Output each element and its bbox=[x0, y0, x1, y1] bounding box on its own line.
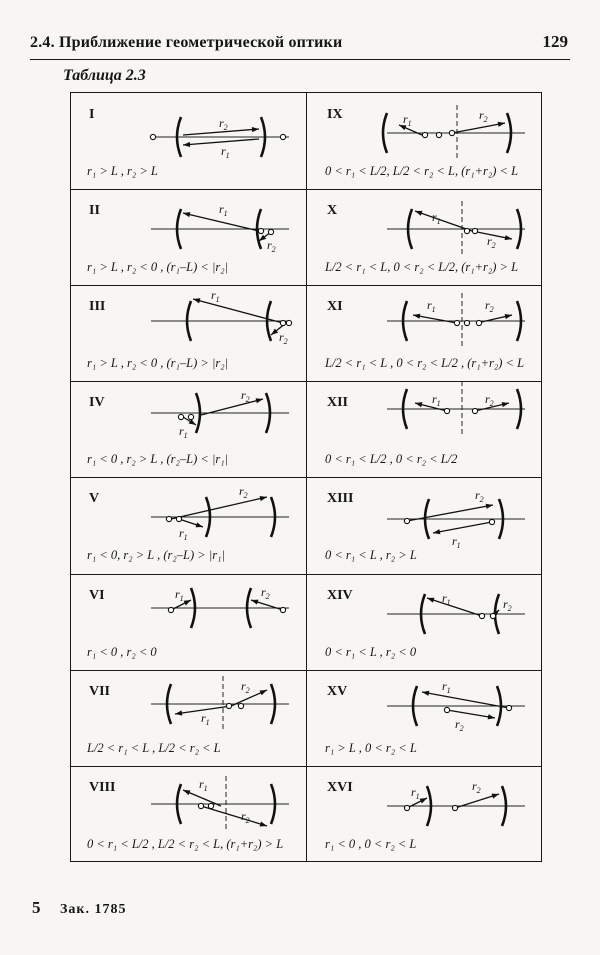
focus-point bbox=[258, 228, 263, 233]
row-divider bbox=[71, 766, 541, 767]
focus-point bbox=[472, 228, 477, 233]
r2-label: $r_2$ bbox=[241, 808, 250, 825]
r1-vector bbox=[427, 598, 482, 616]
row-divider bbox=[71, 670, 541, 671]
focus-point bbox=[198, 803, 203, 808]
table-cell bbox=[307, 381, 543, 477]
focus-point bbox=[166, 517, 171, 522]
focus-point bbox=[176, 517, 181, 522]
page-header bbox=[30, 30, 570, 60]
case-numeral: XIII bbox=[327, 491, 354, 507]
r2-vector-arrowhead bbox=[251, 599, 258, 604]
r2-label: $r_2$ bbox=[239, 484, 248, 501]
print-order-code: Зак. 1785 bbox=[60, 902, 127, 917]
r2-label: $r_2$ bbox=[241, 388, 250, 405]
r2-vector-arrowhead bbox=[486, 504, 493, 509]
stability-condition: r₁ < 0 , 0 < r₂ < L bbox=[325, 836, 417, 851]
case-numeral: XII bbox=[327, 395, 349, 411]
focus-point bbox=[449, 130, 454, 135]
r2-label: $r_2$ bbox=[485, 298, 494, 315]
row-divider bbox=[71, 285, 541, 286]
stability-condition: 0 < r₁ < L/2 , L/2 < r₂ < L, (r₁+r₂) > L bbox=[87, 836, 284, 851]
focus-point bbox=[464, 228, 469, 233]
r2-vector bbox=[171, 497, 267, 519]
stability-condition: r₁ > L , 0 < r₂ < L bbox=[325, 740, 417, 755]
table-cell bbox=[307, 93, 543, 189]
table-cell bbox=[71, 477, 307, 573]
stability-condition: r₁ > L , r₂ < 0 , (r₁–L) < |r₂| bbox=[87, 260, 229, 275]
focus-point bbox=[150, 134, 155, 139]
r1-vector-arrowhead bbox=[427, 597, 434, 602]
r1-label: $r_1$ bbox=[221, 144, 230, 160]
case-numeral: IV bbox=[89, 395, 105, 411]
r1-label: $r_1$ bbox=[199, 776, 208, 793]
r1-vector bbox=[433, 522, 492, 533]
r2-vector-arrowhead bbox=[256, 399, 263, 404]
r1-vector-arrowhead bbox=[420, 798, 427, 803]
signature-number: 5 bbox=[32, 898, 41, 917]
table-cell bbox=[71, 285, 307, 381]
case-numeral: VI bbox=[89, 587, 105, 603]
r2-vector-arrowhead bbox=[492, 793, 499, 798]
r1-label: $r_1$ bbox=[452, 534, 461, 551]
r1-label: $r_1$ bbox=[403, 112, 412, 128]
r1-vector-arrowhead bbox=[196, 523, 203, 528]
focus-point bbox=[178, 415, 183, 420]
r2-label: $r_2$ bbox=[261, 584, 270, 601]
r2-label: $r_2$ bbox=[241, 678, 250, 695]
r1-vector-arrowhead bbox=[184, 600, 191, 605]
table-cell bbox=[71, 189, 307, 285]
focus-point bbox=[238, 703, 243, 708]
focus-point bbox=[444, 707, 449, 712]
r1-vector-arrowhead bbox=[175, 710, 182, 715]
stability-condition: L/2 < r₁ < L , 0 < r₂ < L/2 , (r₁+r₂) < L bbox=[325, 356, 525, 371]
stability-condition: L/2 < r₁ < L, 0 < r₂ < L/2, (r₁+r₂) > L bbox=[325, 260, 519, 275]
focus-point bbox=[490, 613, 495, 618]
r1-vector-arrowhead bbox=[189, 419, 196, 425]
r1-vector bbox=[415, 211, 472, 231]
case-numeral: I bbox=[89, 107, 95, 122]
table-cell bbox=[307, 766, 543, 862]
r2-label: $r_2$ bbox=[487, 234, 496, 251]
focus-point bbox=[452, 805, 457, 810]
stability-condition: 0 < r₁ < L/2, L/2 < r₂ < L, (r₁+r₂) < L bbox=[325, 164, 519, 178]
case-numeral: VII bbox=[89, 683, 111, 699]
stability-condition: r₁ > L , r₂ > L bbox=[87, 164, 158, 178]
stability-condition: r₁ < 0, r₂ > L , (r₂–L) > |r₁| bbox=[87, 548, 225, 563]
focus-point bbox=[286, 321, 291, 326]
r2-vector-arrowhead bbox=[260, 821, 267, 826]
stability-condition: 0 < r₁ < L , r₂ < 0 bbox=[325, 644, 417, 659]
table-cell bbox=[71, 93, 307, 189]
r1-label: $r_1$ bbox=[201, 710, 210, 727]
case-numeral: IX bbox=[327, 107, 343, 122]
stability-condition: 0 < r₁ < L/2 , 0 < r₂ < L/2 bbox=[325, 452, 458, 467]
section-title: 2.4. Приближение геометрической оптики bbox=[30, 34, 343, 51]
case-numeral: XV bbox=[327, 683, 348, 699]
focus-point bbox=[472, 409, 477, 414]
r2-label: $r_2$ bbox=[475, 488, 484, 505]
stability-condition: r₁ < 0 , r₂ > L , (r₂–L) < |r₁| bbox=[87, 452, 229, 467]
r1-label: $r_1$ bbox=[432, 210, 441, 227]
focus-point bbox=[280, 607, 285, 612]
focus-point bbox=[489, 520, 494, 525]
focus-point bbox=[444, 409, 449, 414]
table-caption: Таблица 2.3 bbox=[63, 67, 146, 84]
r1-label: $r_1$ bbox=[179, 526, 188, 543]
r1-vector-arrowhead bbox=[193, 298, 200, 303]
case-numeral: X bbox=[327, 203, 338, 219]
r2-label: $r_2$ bbox=[455, 716, 464, 733]
page-number: 129 bbox=[542, 32, 568, 51]
table-cell bbox=[307, 477, 543, 573]
stability-condition: r₁ < 0 , r₂ < 0 bbox=[87, 644, 157, 659]
row-divider bbox=[71, 189, 541, 190]
table-cell bbox=[307, 285, 543, 381]
r1-label: $r_1$ bbox=[175, 586, 184, 603]
r2-label: $r_2$ bbox=[479, 108, 488, 124]
focus-point bbox=[280, 321, 285, 326]
left-mirror bbox=[383, 113, 387, 153]
focus-point bbox=[404, 519, 409, 524]
focus-point bbox=[479, 613, 484, 618]
r1-vector-arrowhead bbox=[433, 530, 440, 535]
r2-vector-arrowhead bbox=[488, 714, 495, 719]
r1-vector-arrowhead bbox=[415, 402, 422, 407]
focus-point bbox=[188, 415, 193, 420]
row-divider bbox=[71, 381, 541, 382]
focus-point bbox=[208, 803, 213, 808]
table-cell bbox=[307, 670, 543, 766]
r1-vector-arrowhead bbox=[415, 211, 422, 216]
focus-point bbox=[404, 805, 409, 810]
r1-label: $r_1$ bbox=[211, 288, 220, 305]
case-numeral: VIII bbox=[89, 779, 116, 795]
focus-point bbox=[464, 321, 469, 326]
focus-point bbox=[454, 321, 459, 326]
resonator-table bbox=[70, 92, 542, 862]
r1-vector-arrowhead bbox=[183, 790, 190, 795]
r1-label: $r_1$ bbox=[179, 424, 188, 441]
table-cell bbox=[71, 766, 307, 862]
table-cell bbox=[71, 381, 307, 477]
r1-label: $r_1$ bbox=[432, 392, 441, 409]
table-cell bbox=[307, 574, 543, 670]
focus-point bbox=[280, 134, 285, 139]
r1-label: $r_1$ bbox=[442, 678, 451, 695]
case-numeral: III bbox=[89, 299, 106, 315]
table-cell bbox=[71, 670, 307, 766]
case-numeral: II bbox=[89, 203, 100, 219]
r2-label: $r_2$ bbox=[503, 596, 512, 613]
table-cell bbox=[71, 574, 307, 670]
row-divider bbox=[71, 477, 541, 478]
r2-vector-arrowhead bbox=[498, 122, 505, 127]
r2-label: $r_2$ bbox=[219, 116, 228, 132]
case-numeral: XVI bbox=[327, 779, 353, 795]
case-numeral: XIV bbox=[327, 587, 353, 603]
r1-label: $r_1$ bbox=[427, 298, 436, 315]
r2-vector bbox=[452, 123, 505, 133]
r1-label: $r_1$ bbox=[442, 590, 451, 607]
focus-point bbox=[422, 132, 427, 137]
case-numeral: XI bbox=[327, 299, 343, 315]
focus-point bbox=[226, 703, 231, 708]
r2-label: $r_2$ bbox=[279, 330, 288, 347]
r1-vector-arrowhead bbox=[422, 690, 429, 695]
focus-point bbox=[506, 705, 511, 710]
stability-condition: r₁ > L , r₂ < 0 , (r₁–L) > |r₂| bbox=[87, 356, 229, 371]
focus-point bbox=[476, 321, 481, 326]
r1-vector-arrowhead bbox=[413, 314, 420, 319]
r1-label: $r_1$ bbox=[411, 784, 420, 801]
r2-label: $r_2$ bbox=[267, 238, 276, 255]
table-cell bbox=[307, 189, 543, 285]
header-rule bbox=[30, 59, 570, 60]
focus-point bbox=[436, 132, 441, 137]
focus-point bbox=[268, 229, 273, 234]
r2-vector-arrowhead bbox=[260, 690, 267, 695]
stability-condition: 0 < r₁ < L , r₂ > L bbox=[325, 548, 417, 563]
case-numeral: V bbox=[89, 491, 100, 507]
r2-label: $r_2$ bbox=[485, 392, 494, 409]
r1-label: $r_1$ bbox=[219, 202, 228, 219]
stability-condition: L/2 < r₁ < L , L/2 < r₂ < L bbox=[87, 740, 221, 755]
r2-label: $r_2$ bbox=[472, 778, 481, 795]
focus-point bbox=[168, 607, 173, 612]
row-divider bbox=[71, 574, 541, 575]
